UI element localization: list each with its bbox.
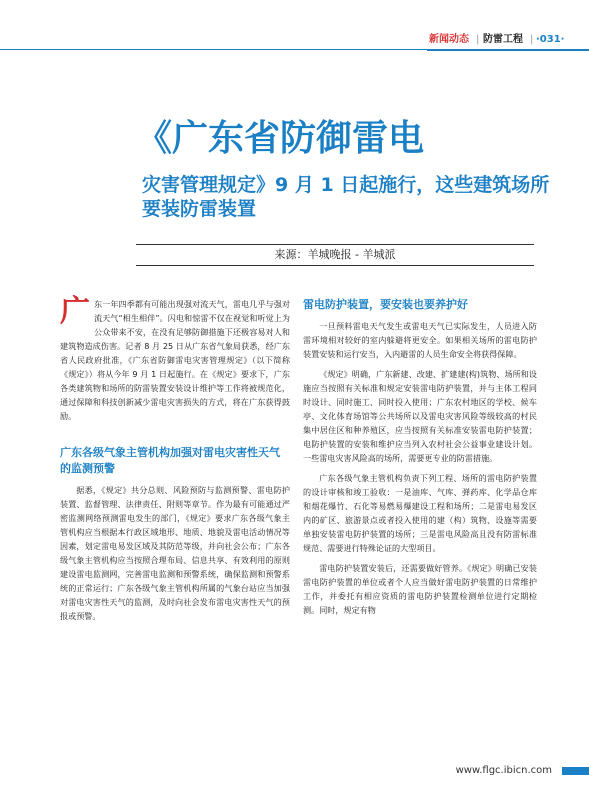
footer-url[interactable]: www.flgc.ibicn.com — [455, 765, 552, 776]
section2-paragraph-3: 广东各级气象主管机构负责下列工程、场所的雷电防护装置的设计审核和竣工验收：一是油库、气库、弹药库、化学品仓库和烟花爆竹、石化等易燃易爆建设工程和场所；二是雷电易发区内的矿区、旅游景点或者投入使用的建（构）筑物、设施等需要单独安装雷电防护装置的场所；三是雷电风险高且没有防雷标准规范、需要进行特殊论证的大型项目。 — [303, 473, 537, 553]
section2-paragraph-1: 一旦预料雷电天气发生或雷电天气已实际发生，人员进入防雷环境相对较好的室内躲避将更安全。如果相关场所的雷电防护装置安装和运行安当，入内避雷的人员生命安全将获得保障。 — [303, 321, 537, 359]
page-header — [427, 31, 589, 51]
header-separator: | — [476, 34, 480, 45]
right-column — [303, 297, 537, 617]
section2-paragraph-2: 《规定》明确，广东新建、改建、扩建建(构)筑物、场所和设施应当按照有关标准和规定安装雷电防护装置，并与主体工程同时设计、同时施工、同时投入使用；广东农村地区的学校、候车亭、文化体育场馆等公共场所以及雷电灾害风险等级较高的村民集中居住区和种养殖区，应当按照有关标准安装雷电防护装置；电防护装置的安装和维护应当列入农村社会公益事业建设计划。一些雷电灾害风险高的场所，需要更专业的防雷措施。 — [303, 369, 537, 463]
header-column: 防雷工程 — [483, 34, 523, 45]
left-column — [60, 294, 290, 623]
footer-bar — [562, 767, 589, 775]
section1-paragraph: 据悉，《规定》共分总则、风险预防与监测预警、雷电防护装置、监督管理、法律责任、附则等章节。作为最有可能通过严密监测网络预测雷电发生的部门，《规定》要求广东各级气象主管机构应当根据本行政区域地形、地质、地貌及雷电活动情况等因素，划定雷电易发区域及其防范等级，并向社会公布；广东各级气象主管机构应当按照合理布局、信息共享、有效利用的原则建设雷电监测网，完善雷电监测和预警系统，确保监测和预警系统的正常运行；广东各级气象主管机构所属的气象台站应当加强对雷电灾害性天气的监测，及时向社会发布雷电灾害性天气的预报或预警。 — [60, 485, 290, 621]
section2-heading: 雷电防护装置，要安装也要养护好 — [303, 298, 468, 311]
article-source: 来源：羊城晚报 - 羊城派 — [274, 248, 396, 261]
intro-text: 东一年四季都有可能出现强对流天气，雷电几乎与强对流天气“相生相伴”。闪电和惊雷不仅在视觉和听觉上为公众带来不安，在没有足够防御措施下还极容易对人和建筑物造成伤害。记者 8 月 25 日从广东省气象局获悉，经广东省人民政府批准，《广东省防御雷电灾害管理规定》（以下简称《规定》）将从今年 9 月 1 日起施行。在《规定》要求下，广东各类建筑物和场所的防雷装置安装设计维护等工作将被规范化，通过保障和科技创新减少雷电灾害损失的方式，将在广东获得鼓励。 — [60, 299, 290, 421]
header-separator-2: | — [530, 34, 534, 45]
source-rule-top — [136, 244, 534, 245]
header-rule — [0, 49, 427, 50]
section1-heading: 广东各级气象主管机构加强对雷电灾害性天气的监测预警 — [60, 446, 280, 475]
article-title-line1: 《广东省防御雷电 — [136, 118, 425, 159]
header-section: 新闻动态 — [429, 34, 469, 45]
intro-paragraph — [60, 294, 290, 423]
article-title-line2: 灾害管理规定》9 月 1 日起施行，这些建筑场所要装防雷装置 — [142, 174, 550, 220]
source-rule-bottom — [136, 265, 534, 266]
drop-cap: 广 — [60, 294, 90, 329]
section2-paragraph-4: 雷电防护装置安装后，还需要做好管养。《规定》明确已安装雷电防护装置的单位或者个人应当做好雷电防护装置的日常维护工作，并委托有相应资质的雷电防护装置检测单位进行定期检测。同时，规定有物 — [303, 563, 537, 615]
page-number: ·031· — [536, 34, 565, 45]
